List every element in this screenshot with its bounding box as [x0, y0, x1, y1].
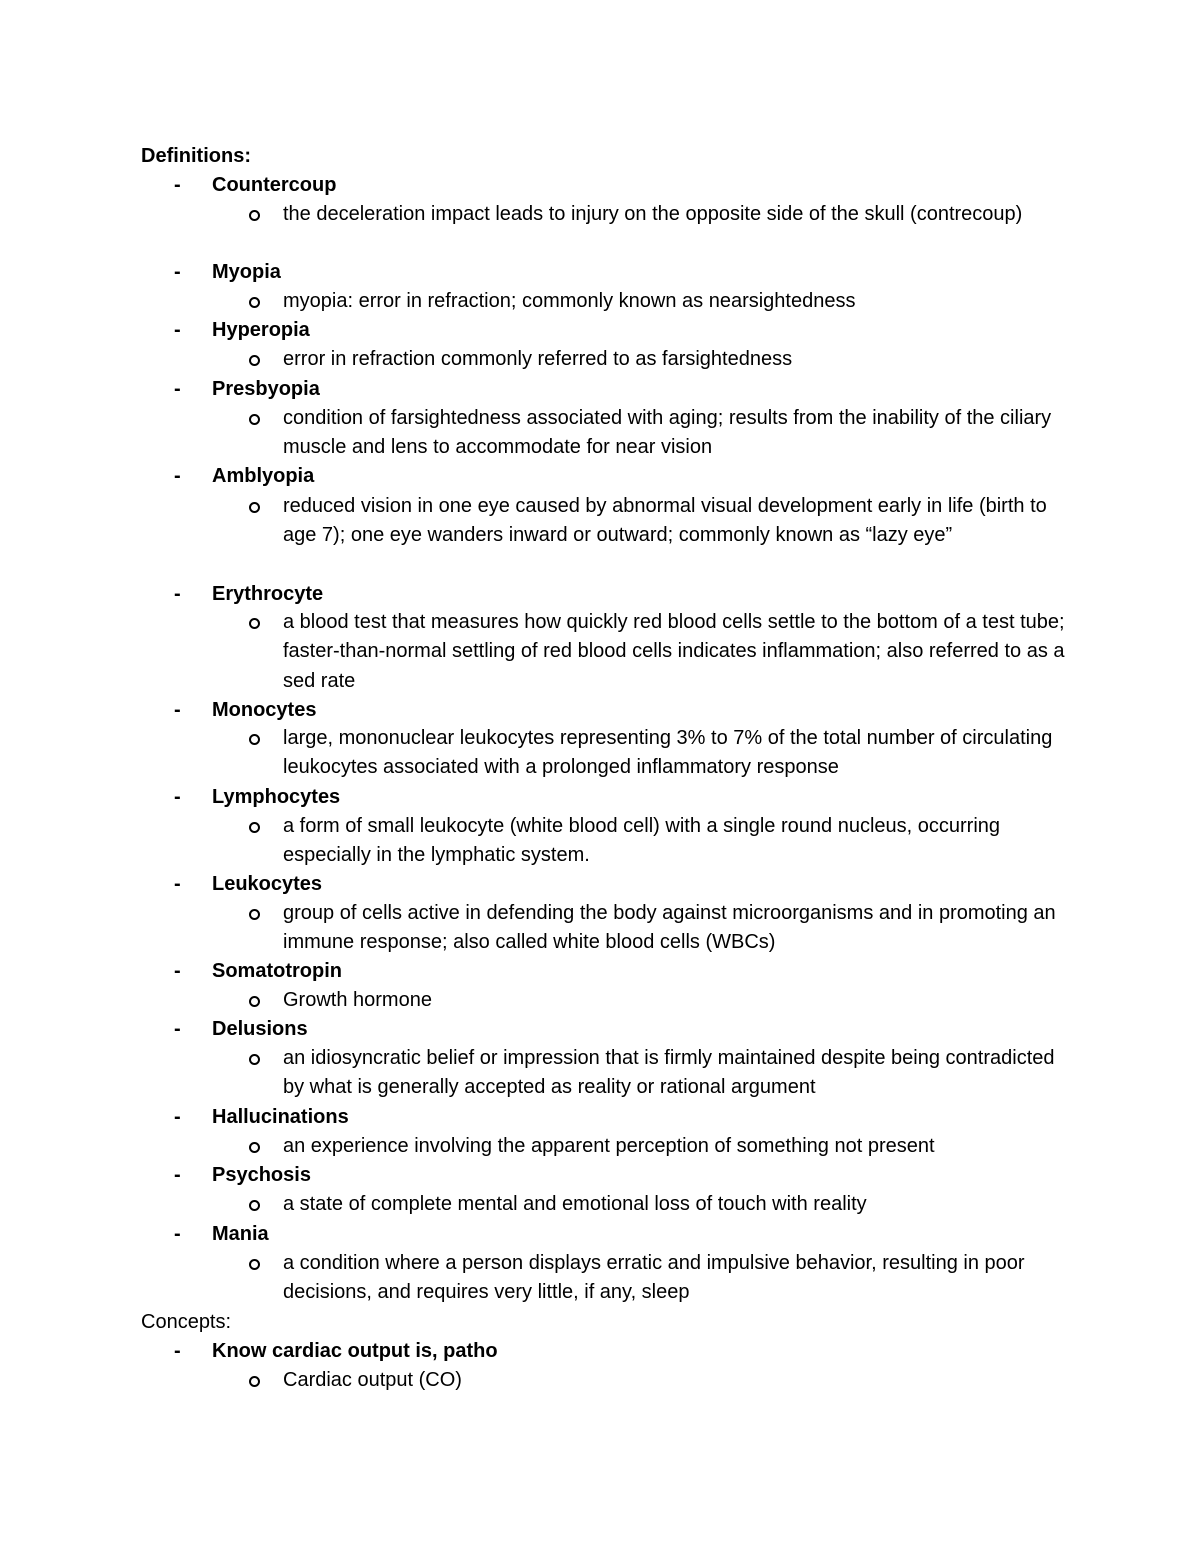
definition-item [249, 1044, 1069, 1103]
definition-text: the deceleration impact leads to injury on the opposite side of the skull (contrecoup) [283, 203, 1023, 225]
definition-text: Cardiac output (CO) [283, 1369, 462, 1391]
definition-text: large, mononuclear leukocytes representing 3% to 7% of the total number of circulating leukocytes associated with a prolonged inflammatory response [283, 727, 1053, 779]
definition-item [249, 1249, 1069, 1308]
dash-bullet: - [174, 1018, 181, 1040]
circle-bullet-icon [249, 822, 260, 833]
definition-text: group of cells active in defending the body against microorganisms and in promoting an immune response; also called white blood cells (WBCs) [283, 902, 1056, 954]
definition-text: a state of complete mental and emotional loss of touch with reality [283, 1193, 867, 1215]
term-label: Lymphocytes [212, 786, 341, 808]
circle-bullet-icon [249, 414, 260, 425]
dash-bullet: - [174, 1340, 181, 1362]
dash-bullet: - [174, 378, 181, 400]
term-label: Mania [212, 1223, 269, 1245]
term-label: Countercoup [212, 174, 337, 196]
term-label: Hyperopia [212, 319, 310, 341]
dash-bullet: - [174, 873, 181, 895]
definition-item [249, 492, 1069, 551]
definition-item [249, 986, 1069, 1015]
definition-text: an idiosyncratic belief or impression that is firmly maintained despite being contradicted by what is generally accepted as reality or rational argument [283, 1047, 1055, 1099]
definition-text: a condition where a person displays erratic and impulsive behavior, resulting in poor decisions, and requires very little, if any, sleep [283, 1252, 1025, 1304]
circle-bullet-icon [249, 1376, 260, 1387]
dash-bullet: - [174, 1164, 181, 1186]
circle-bullet-icon [249, 297, 260, 308]
definitions-heading: Definitions: [141, 145, 251, 167]
dash-bullet: - [174, 174, 181, 196]
term-label: Somatotropin [212, 960, 342, 982]
term-label: Amblyopia [212, 465, 315, 487]
dash-bullet: - [174, 960, 181, 982]
dash-bullet: - [174, 786, 181, 808]
definition-item [249, 608, 1069, 696]
term-label: Presbyopia [212, 378, 320, 400]
definition-item [249, 1190, 1069, 1219]
definition-item [249, 200, 1069, 229]
circle-bullet-icon [249, 355, 260, 366]
circle-bullet-icon [249, 996, 260, 1007]
circle-bullet-icon [249, 1142, 260, 1153]
definition-text: Growth hormone [283, 989, 432, 1011]
term-label: Myopia [212, 261, 281, 283]
definition-item [249, 724, 1069, 783]
term-label: Monocytes [212, 699, 317, 721]
circle-bullet-icon [249, 1200, 260, 1211]
dash-bullet: - [174, 583, 181, 605]
dash-bullet: - [174, 1223, 181, 1245]
definition-item [249, 899, 1069, 958]
dash-bullet: - [174, 465, 181, 487]
definition-text: condition of farsightedness associated with aging; results from the inability of the ciliary muscle and lens to accommodate for near vision [283, 407, 1052, 459]
term-label: Psychosis [212, 1164, 311, 1186]
definition-item [249, 404, 1069, 463]
term-label: Delusions [212, 1018, 308, 1040]
definition-text: a form of small leukocyte (white blood cell) with a single round nucleus, occurring especially in the lymphatic system. [283, 815, 1001, 867]
circle-bullet-icon [249, 502, 260, 513]
term-label: Know cardiac output is, patho [212, 1340, 498, 1362]
definition-text: reduced vision in one eye caused by abnormal visual development early in life (birth to age 7); one eye wanders inward or outward; commonly known as “lazy eye” [283, 495, 1047, 547]
definition-text: a blood test that measures how quickly red blood cells settle to the bottom of a test tube; faster-than-normal settling of red blood cells indicates inflammation; also referred to as a sed rate [283, 611, 1065, 692]
definition-item [249, 345, 1069, 374]
dash-bullet: - [174, 319, 181, 341]
concepts-heading: Concepts: [141, 1311, 232, 1333]
circle-bullet-icon [249, 1259, 260, 1270]
dash-bullet: - [174, 699, 181, 721]
definition-text: myopia: error in refraction; commonly known as nearsightedness [283, 290, 856, 312]
circle-bullet-icon [249, 618, 260, 629]
definition-item [249, 1366, 1069, 1395]
dash-bullet: - [174, 261, 181, 283]
circle-bullet-icon [249, 909, 260, 920]
definition-text: error in refraction commonly referred to as farsightedness [283, 348, 793, 370]
definition-item [249, 1132, 1069, 1161]
definition-item [249, 287, 1069, 316]
circle-bullet-icon [249, 734, 260, 745]
circle-bullet-icon [249, 1054, 260, 1065]
dash-bullet: - [174, 1106, 181, 1128]
circle-bullet-icon [249, 210, 260, 221]
definition-text: an experience involving the apparent perception of something not present [283, 1135, 935, 1157]
term-label: Leukocytes [212, 873, 323, 895]
term-label: Erythrocyte [212, 583, 324, 605]
term-label: Hallucinations [212, 1106, 349, 1128]
definition-item [249, 812, 1069, 871]
